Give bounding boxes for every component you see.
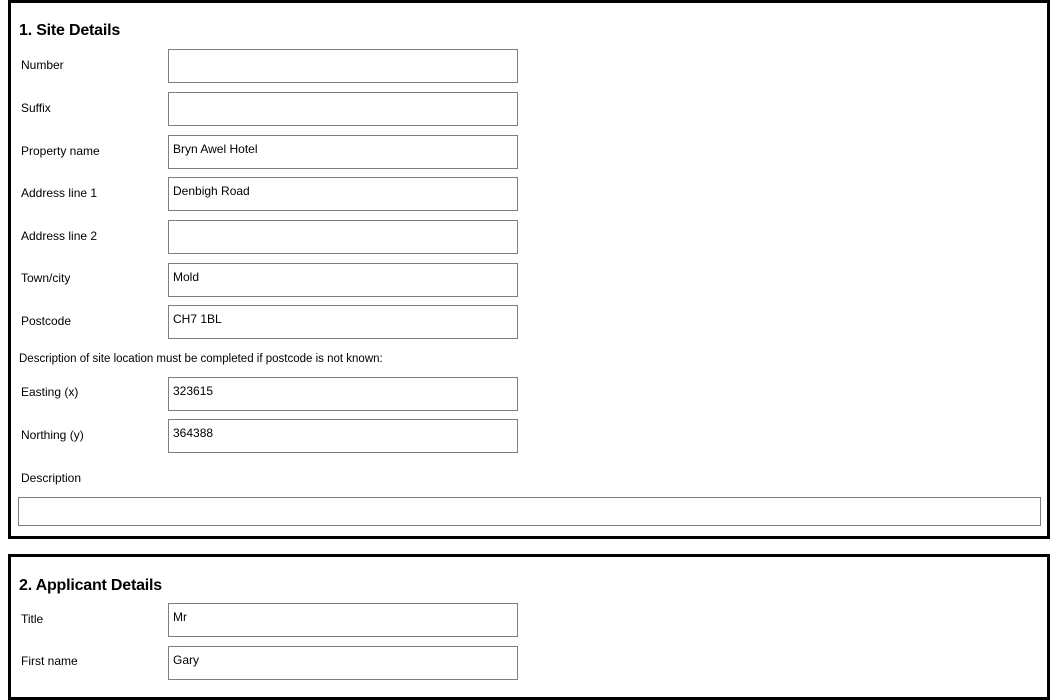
suffix-field[interactable]: [168, 92, 518, 126]
property-name-field[interactable]: Bryn Awel Hotel: [168, 135, 518, 169]
first-name-field[interactable]: Gary: [168, 646, 518, 680]
address-line-2-field[interactable]: [168, 220, 518, 254]
easting-label: Easting (x): [21, 385, 79, 399]
property-name-label: Property name: [21, 144, 100, 158]
postcode-field[interactable]: CH7 1BL: [168, 305, 518, 339]
northing-label: Northing (y): [21, 428, 84, 442]
town-city-field[interactable]: Mold: [168, 263, 518, 297]
number-field[interactable]: [168, 49, 518, 83]
section-title: 1. Site Details: [19, 22, 121, 39]
number-label: Number: [21, 58, 64, 72]
title-field[interactable]: Mr: [168, 603, 518, 637]
northing-field[interactable]: 364388: [168, 419, 518, 453]
applicant-details-section: [8, 554, 1050, 700]
address-line-1-field[interactable]: Denbigh Road: [168, 177, 518, 211]
address-line-2-label: Address line 2: [21, 229, 98, 243]
title-label: Title: [21, 612, 44, 626]
easting-field[interactable]: 323615: [168, 377, 518, 411]
postcode-label: Postcode: [21, 314, 72, 328]
description-label: Description: [21, 471, 82, 485]
address-line-1-label: Address line 1: [21, 186, 98, 200]
section-title: 2. Applicant Details: [19, 577, 163, 594]
town-city-label: Town/city: [21, 271, 71, 285]
first-name-label: First name: [21, 654, 78, 668]
suffix-label: Suffix: [21, 101, 51, 115]
site-details-section: [8, 0, 1050, 539]
description-field[interactable]: [18, 497, 1041, 526]
location-note: Description of site location must be completed if postcode is not known:: [19, 353, 383, 365]
